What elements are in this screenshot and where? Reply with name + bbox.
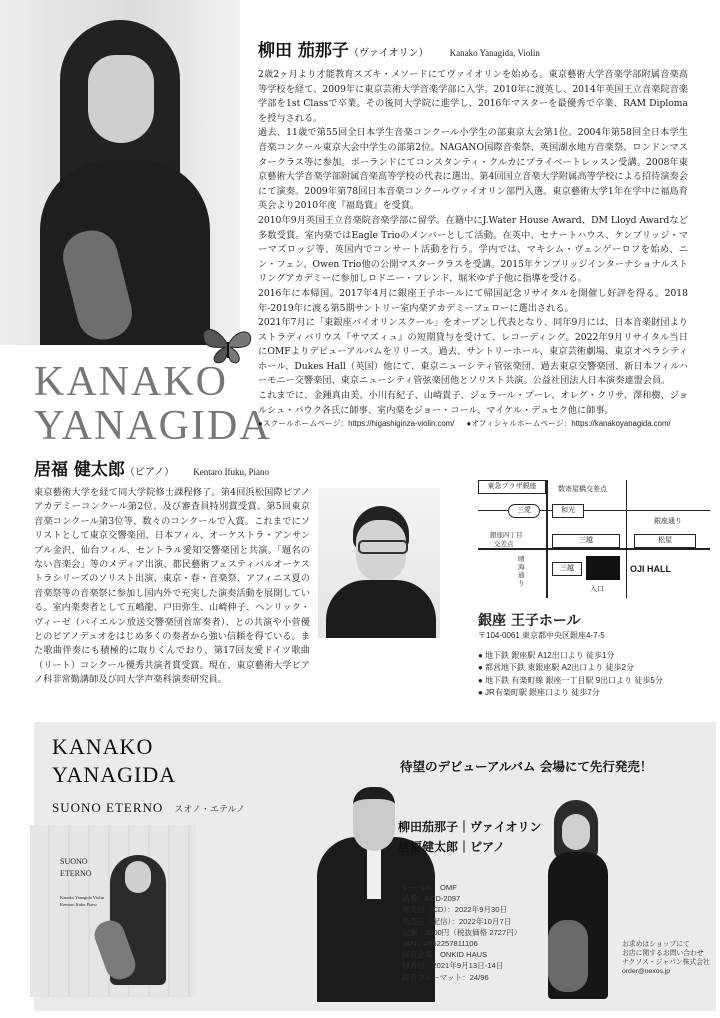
shop-line: お店に関するお問い合わせ	[622, 950, 704, 957]
access-list	[478, 650, 663, 700]
map-label-ginza-street: 銀座通り	[654, 518, 682, 525]
album-title	[52, 797, 245, 816]
album-headline: 待望のデビューアルバム 会場にて先行発売！	[400, 759, 653, 774]
access-item: ● 地下鉄 有楽町線 銀座一丁目駅 9出口より 徒歩5分	[478, 675, 663, 685]
pianist-role: （ピアノ）	[124, 467, 175, 478]
map-label-entrance: 入口	[590, 586, 604, 593]
violinist-heading	[258, 36, 540, 61]
meta-label: レーベル：OMF	[402, 883, 457, 892]
access-item: ● 地下鉄 銀座駅 A12出口より 徒歩1分	[478, 651, 615, 660]
credit-piano: 居福健太郎｜ピアノ	[398, 840, 506, 854]
pianist-heading	[34, 455, 269, 480]
access-item: ● 都営地下鉄 東銀座駅 A2出口より 徒歩2分	[478, 663, 634, 673]
map-label-harumi: 晴海通り	[518, 556, 525, 587]
official-homepage-link[interactable]: ●オフィシャルホームページ：https://kanakoyanagida.com/	[466, 419, 671, 428]
map-label-wako: 和光	[552, 504, 584, 518]
pianist-bio: 東京藝術大学を経て同大学院修士課程修了。第4回浜松国際ピアノアカデミーコンクール第2位、及び審査員特別賞受賞、第5回東京音楽コンクール第3位等、数々のコンクールで入賞。これまでにソリストとして東京交響楽団、日本フィル、オーケストラ・アンサンブル金沢、仙台フィル、セントラル愛知交響楽団と共演。「題名のない音楽会」等のメディア出演、都民藝術フェスティバルオーケストラシリーズのソリスト出演、東京・春・音楽祭、アフィニス夏の音楽祭等の音楽祭に参加し国内外で充実した演奏活動を展開している。室内楽奏者として五嶋龍、戸田弥生、山崎伸子、ヘンリック・ヴィーゼ（バイエルン放送交響楽団首席奏者）、との共演や小菅優とのピアノデュオをはじめ多くの奏者から強い信頼を得ている。また歌曲伴奏にも積極的に取りくんでおり、第17回友愛ドイツ歌曲（リート）コンクール優秀共演者賞受賞。現在、東京藝術大学ピアノ科非常勤講師及び同大学声楽科演奏研究員。	[34, 487, 310, 686]
map-label-tokyu-plaza: 東急プラザ銀座	[478, 480, 546, 494]
violinist-standing-photo	[540, 800, 616, 999]
map-label-mitsukoshi: 三越	[552, 534, 620, 548]
meta-format: 録音フォーマット：24/96	[402, 972, 489, 982]
cover-sub-1: Kanako Yanagida Violin	[60, 895, 105, 900]
credit-violin: 柳田茄那子｜ヴァイオリン	[398, 820, 542, 834]
homepage-links	[258, 418, 671, 429]
pianist-name-jp: 居福 健太郎	[34, 460, 125, 480]
pianist-photo	[318, 488, 440, 638]
map-label-ginza4b: 交差点	[494, 541, 514, 548]
bio-paragraph: 過去、11歳で第55回全日本学生音楽コンクール小学生の部東京大会第1位。2004年第58回全日本学生音楽コンクール東京大会中学生の部第2位。NAGANO国際音楽祭、英国湖水地方音楽祭、ロンドンマスタークラス等に参加。ポーランドにてコンスタンティ・クルカにプライベートレッスン受講。2008年東京藝術大学音楽学部附属音楽高等学校の代表に選出、第4回国立音楽大学附属高等学校による招待演奏会にて演奏。2009年第78回日本音楽コンクールヴァイオリン部門入選。東京藝術大学1年在学中に福島育英会より2010年度『福島賞』を受賞。	[258, 127, 688, 212]
meta-venue: 録音会場：ONKID HAUS	[402, 950, 488, 960]
map-label-ginza4: 銀座四丁目	[490, 532, 523, 539]
venue-address: 〒104-0061 東京都中央区銀座4-7-5	[478, 631, 605, 640]
meta-release-cd: 発売日（CD）：2022年9月30日	[402, 905, 508, 915]
meta-jan: JAN：4562257811106	[402, 939, 478, 949]
school-homepage-link[interactable]: ●スクールホームページ：https://higashiginza-violin.com/	[258, 419, 455, 428]
bio-paragraph: 2歳2ヶ月より才能教育スズキ・メソードにてヴァイオリンを始める。東京藝術大学音楽学部附属音楽高等学校を経て、2009年に東京芸術大学音楽学部に入学。2010年に渡英し、2014年英国王立音楽院音楽学部を1st Classで卒業。その後同大学院に進学し、2016年マスターを最優秀で卒業、RAM Diplomaを授与される。	[258, 69, 688, 124]
map-label-sukiyabashi: 数寄屋橋交差点	[558, 486, 607, 493]
meta-price: 定価：3000円（税抜価格 2727円）	[402, 927, 522, 937]
album-cover	[30, 825, 196, 997]
violinist-photo	[0, 0, 240, 345]
cover-title-2: ETERNO	[60, 869, 92, 878]
pianist-name-en: Kentaro Ifuku, Piano	[193, 467, 269, 477]
venue-name: 銀座 王子ホール	[478, 613, 581, 629]
violinist-role: （ヴァイオリン）	[348, 48, 429, 59]
album-title-jp: スオノ・エテルノ	[174, 805, 246, 815]
bio-paragraph: 2016年に本帰国。2017年4月に銀座王子ホールにて帰国記念リサイタルを開催し好評を得る。2018年-2019年に渡る第5期サントリー室内楽アカデミーフェローに選出される。	[258, 287, 688, 314]
violinist-name-jp: 柳田 茄那子	[258, 41, 349, 61]
album-artist-first: KANAKO	[52, 734, 154, 759]
album-metadata	[402, 882, 521, 983]
meta-catalog: 品番：KCD-2097	[402, 894, 461, 904]
map-label-matsuya: 松屋	[634, 534, 696, 548]
shop-line: お求めはショップにて	[622, 941, 690, 948]
cover-sub-2: Kentaro Ifuku Piano	[60, 902, 97, 907]
access-item: ● JR有楽町駅 銀座口より 徒歩7分	[478, 688, 600, 698]
bio-paragraph: 2010年9月英国王立音楽院音楽学部に留学。在籍中にJ.Water House Award、DM Lloyd Awardなど多数受賞。室内楽ではEagle Trioのメンバーとして活動。在英中、セナートハウス、ケンブリッジ・マーマズロッジ等、英国内でコンサート活動を行う。学内では、マキシム・ヴェンゲーロフを始め、ニン・フェン、Owen Trio他の公開マスタークラスを受講。2015年ケンブリッジインターナショナルストリングアカデミーに参加しロドニー・フレンド、堀米ゆず子他に指導を受ける。	[258, 214, 688, 285]
album-artist-last: YANAGIDA	[52, 762, 177, 787]
map-label-oji-hall: OJI HALL	[630, 564, 672, 574]
album-title-en: SUONO ETERNO	[52, 800, 164, 815]
big-name-first: KANAKO	[34, 359, 228, 405]
meta-release-digital: 発売日（配信）：2022年10月7日	[402, 916, 512, 926]
shop-line: ナクソス・ジャパン株式会社	[622, 959, 710, 966]
bio-paragraph: これまでに、金鍾真由美、小川有紀子、山崎貴子、ジェラール・プーレ、オレグ・クリサ、澤和樹、ジョルシュ・パウク各氏に師事、室内楽をジョー・コール、マイケル・デュセク他に師事。	[258, 390, 688, 416]
cover-title-1: SUONO	[60, 857, 88, 866]
big-name-last: YANAGIDA	[34, 403, 272, 449]
map-label-mitsukoshi-2: 三越	[552, 562, 582, 576]
oji-hall-building	[586, 556, 620, 580]
map-label-sanai: 三愛	[508, 504, 540, 518]
shop-info	[622, 940, 710, 976]
violinist-bio	[258, 68, 688, 418]
bio-paragraph: 2021年7月に「東銀座バイオリンスクール」をオープンし代表となり、同年9月には、日本音楽財団よりストラディバリウス『サマズィュ』の短期貸与を受けて、レコーディング。2022年9月リサイタル当日にOMFよりデビューアルバムをリリース。過去、サントリーホール、東京芸術劇場、東京オペラシティホール、Dukes Hall（英国）他にて、東京ニューシティ管弦楽団、過去東京交響楽団、新日本フィルハーモニー交響楽団、東京ニューシティ管弦楽団他とソリスト共演。公益社団法人日本演奏連盟会員。	[258, 317, 688, 387]
shop-email[interactable]: order@nexos.jp	[622, 968, 671, 975]
venue-map	[478, 480, 710, 600]
violinist-name-en: Kanako Yanagida, Violin	[449, 48, 540, 58]
meta-date: 録音日：2021年9月13日-14日	[402, 961, 504, 971]
